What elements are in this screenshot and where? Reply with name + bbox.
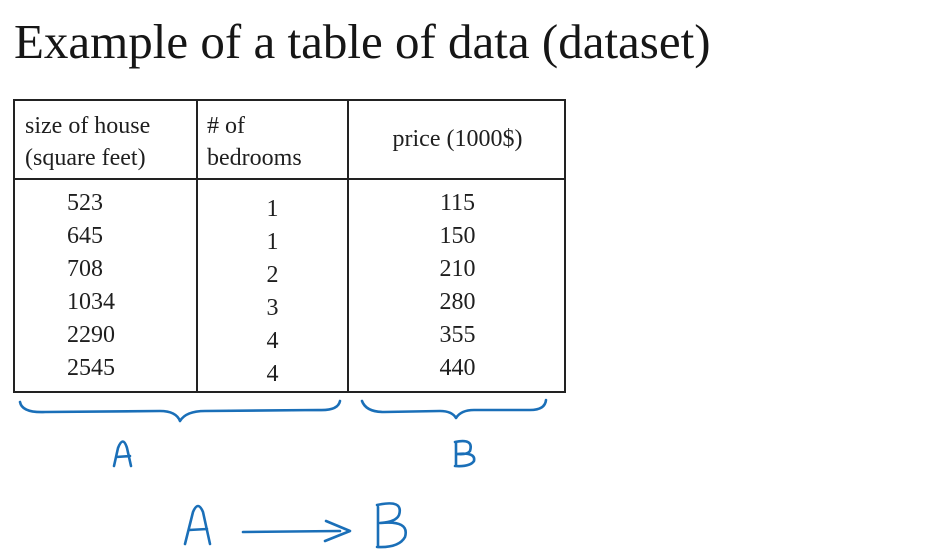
header-size-of-house: size of house (square feet) [25, 113, 151, 171]
header-bedrooms: # of bedrooms [207, 113, 302, 171]
page-title: Example of a table of data (dataset) [14, 14, 711, 69]
table-cell: 523 [67, 190, 103, 216]
table-cell: 4 [266, 361, 279, 387]
table-cell: 115 [439, 190, 476, 216]
table-cell: 4 [266, 328, 279, 354]
table-cell: 2545 [67, 355, 115, 381]
table-cell: 645 [67, 223, 103, 249]
header-price: price (1000$) [392, 126, 523, 152]
table-cell: 210 [439, 256, 476, 282]
table-cell: 1 [266, 229, 279, 255]
brace-under-inputs [20, 401, 340, 421]
table-cell: 150 [439, 223, 476, 249]
brace-under-output [362, 400, 546, 418]
table-cell: 280 [439, 289, 476, 315]
letter-a-under-inputs [114, 442, 131, 467]
table-cell: 1 [266, 196, 279, 222]
table-cell: 440 [439, 355, 476, 381]
table-cell: 3 [266, 295, 279, 321]
arrow-icon [243, 521, 350, 541]
table-cell: 2 [266, 262, 279, 288]
letter-b-under-output [455, 441, 474, 466]
table-cell: 1034 [67, 289, 115, 315]
table-cell: 2290 [67, 322, 115, 348]
table-cell: 355 [439, 322, 476, 348]
table-cell: 708 [67, 256, 103, 282]
letter-b-to [377, 503, 406, 547]
letter-a-from [185, 506, 210, 544]
